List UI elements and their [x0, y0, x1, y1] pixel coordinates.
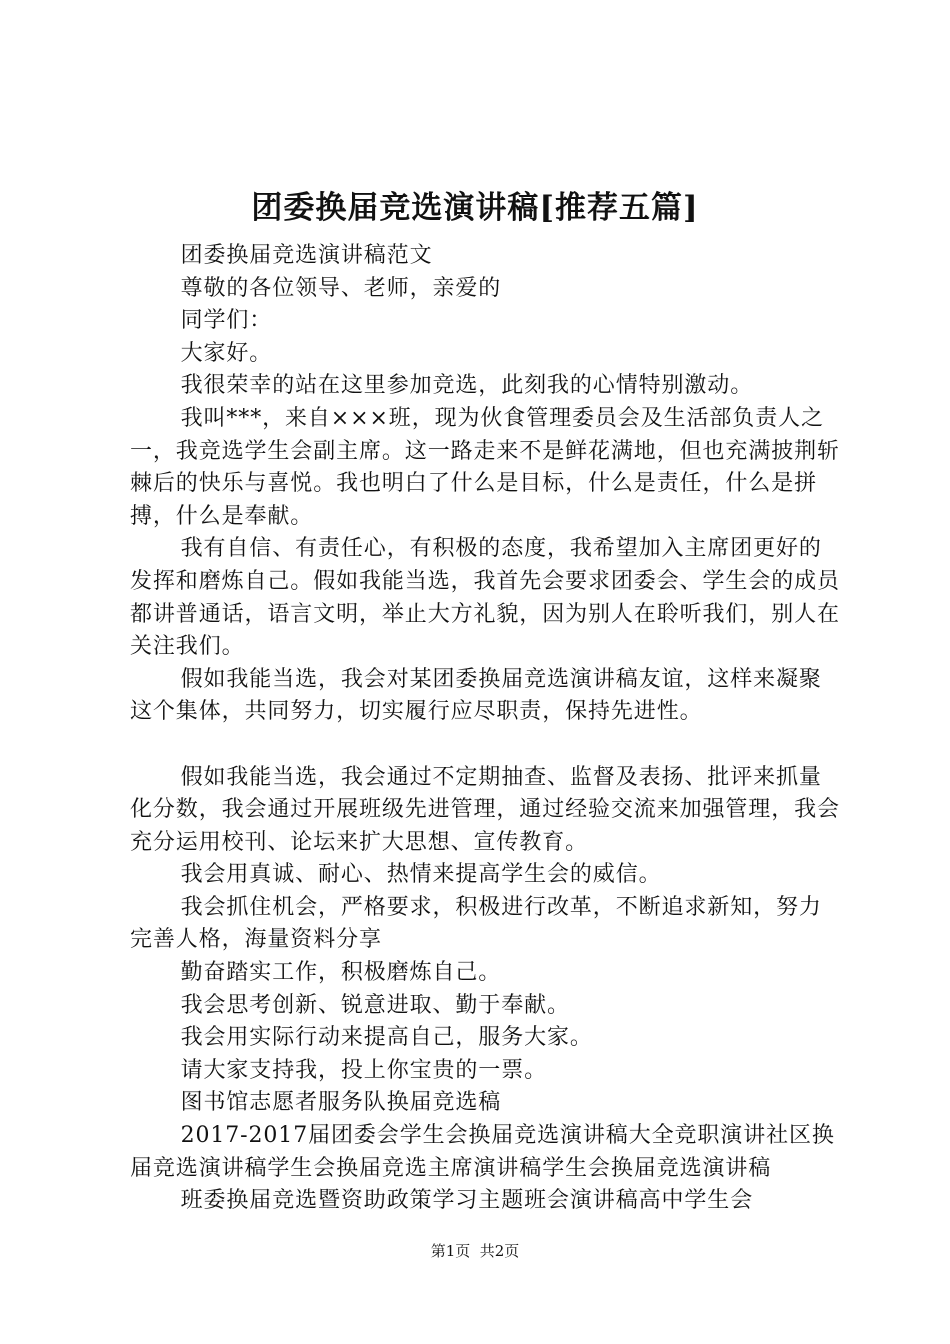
paragraph: 班委换届竞选暨资助政策学习主题班会演讲稿高中学生会 — [180, 1188, 754, 1214]
paragraph: 团委换届竞选演讲稿范文 — [180, 243, 433, 268]
paragraph: 请大家支持我，投上你宝贵的一票。 — [180, 1057, 547, 1083]
paragraph: 假如我能当选，我会通过不定期抽查、监督及表扬、批评来抓量化分数，我会通过开展班级先进管理，通过经验交流来加强管理，我会充分运用校刊、论坛来扩大思想、宣传教育。 — [130, 764, 840, 855]
document-title: 团委换届竞选演讲稿[推荐五篇] — [251, 190, 699, 226]
paragraph: 假如我能当选，我会对某团委换届竞选演讲稿友谊，这样来凝聚这个集体，共同努力，切实履行应尽职责，保持先进性。 — [130, 666, 822, 725]
paragraph: 同学们： — [180, 308, 273, 334]
paragraph: 大家好。 — [180, 340, 273, 366]
paragraph: 我会抓住机会，严格要求，积极进行改革，不断追求新知，努力完善人格，海量资料分享 — [130, 894, 822, 953]
paragraph: 尊敬的各位领导、老师，亲爱的 — [180, 275, 502, 301]
paragraph: 我很荣幸的站在这里参加竞选，此刻我的心情特别激动。 — [180, 373, 754, 399]
document-body — [130, 240, 842, 1218]
paragraph: 我会用实际行动来提高自己，服务大家。 — [180, 1025, 593, 1051]
paragraph: 2017-2017届团委会学生会换届竞选演讲稿大全竞职演讲社区换届竞选演讲稿学生会换届竞选主席演讲稿学生会换届竞选演讲稿 — [130, 1123, 835, 1181]
paragraph: 我叫***，来自×××班，现为伙食管理委员会及生活部负责人之一，我竞选学生会副主席。这一路走来不是鲜花满地，但也充满披荆斩棘后的快乐与喜悦。我也明白了什么是目标，什么是责任，什么是拼搏，什么是奉献。 — [130, 405, 840, 529]
paragraph: 我有自信、有责任心，有积极的态度，我希望加入主席团更好的发挥和磨炼自己。假如我能当选，我首先会要求团委会、学生会的成员都讲普通话，语言文明，举止大方礼貌，因为别人在聆听我们，别人在关注我们。 — [130, 536, 840, 660]
paragraph: 我会用真诚、耐心、热情来提高学生会的威信。 — [180, 862, 662, 888]
paragraph: 图书馆志愿者服务队换届竞选稿 — [180, 1090, 502, 1116]
paragraph: 我会思考创新、锐意进取、勤于奉献。 — [180, 992, 570, 1018]
paragraph: 勤奋踏实工作，积极磨炼自己。 — [180, 960, 502, 986]
page-number: 第1页 共2页 — [430, 1242, 520, 1260]
